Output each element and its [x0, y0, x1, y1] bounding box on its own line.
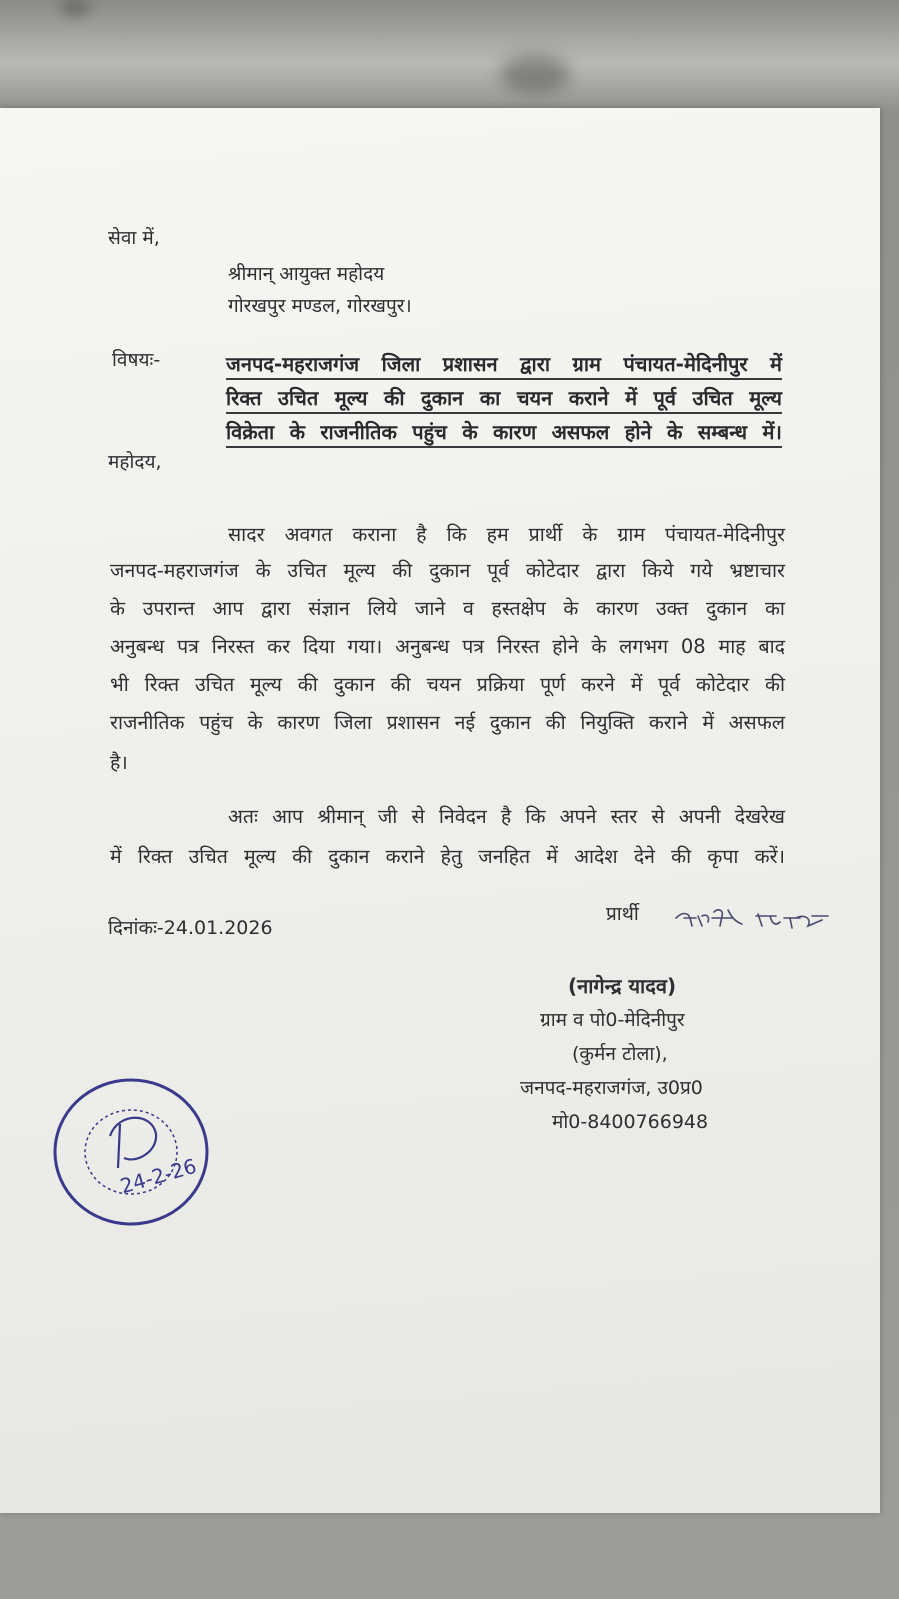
salutation-to: सेवा में, [108, 227, 160, 249]
date-line: दिनांकः-24.01.2026 [108, 917, 273, 939]
sender-address-line: (कुर्मन टोला), [572, 1043, 668, 1065]
background-speck [500, 55, 570, 93]
recipient-address: गोरखपुर मण्डल, गोरखपुर। [228, 295, 412, 317]
letter-paper [0, 108, 880, 1513]
recipient-title: श्रीमान् आयुक्त महोदय [228, 263, 385, 285]
background-speck [60, 0, 90, 16]
body-line: सादर अवगत कराना है कि हम प्रार्थी के ग्राम पंचायत-मेदिनीपुर [228, 523, 785, 546]
subject-label: विषयः- [112, 349, 161, 371]
body-line: जनपद-महराजगंज के उचित मूल्य की दुकान पूर्व कोटेदार द्वारा किये गये भ्रष्टाचार [110, 559, 785, 582]
request-line: अतः आप श्रीमान् जी से निवेदन है कि अपने स्तर से अपनी देखरेख [228, 805, 785, 828]
sender-address-line: ग्राम व पो0-मेदिनीपुर [540, 1009, 685, 1031]
greeting: महोदय, [108, 451, 162, 473]
subject-line: विक्रेता के राजनीतिक पहुंच के कारण असफल होने के सम्बन्ध में। [226, 418, 782, 448]
body-line: है। [110, 751, 128, 774]
body-line: राजनीतिक पहुंच के कारण जिला प्रशासन नई दुकान की नियुक्ति कराने में असफल [110, 711, 785, 734]
subject-line: जनपद-महराजगंज जिला प्रशासन द्वारा ग्राम पंचायत-मेदिनीपुर में [226, 350, 782, 380]
sender-name: (नागेन्द्र यादव) [568, 974, 677, 998]
handwritten-signature [672, 904, 832, 938]
sender-phone: मो0-8400766948 [552, 1111, 709, 1133]
body-line: के उपरान्त आप द्वारा संज्ञान लिये जाने व हस्तक्षेप के कारण उक्त दुकान का [110, 597, 785, 620]
stamp-date: 24-2-26 [117, 1153, 200, 1199]
subject-line: रिक्त उचित मूल्य की दुकान का चयन कराने में पूर्व उचित मूल्य [226, 384, 782, 414]
sender-address-line: जनपद-महराजगंज, उ0प्र0 [520, 1077, 703, 1099]
body-line: भी रिक्त उचित मूल्य की दुकान की चयन प्रक्रिया पूर्ण करने में पूर्व कोटेदार की [110, 673, 785, 696]
applicant-label: प्रार्थी [606, 903, 639, 925]
office-stamp [48, 1072, 214, 1232]
request-line: में रिक्त उचित मूल्य की दुकान कराने हेतु जनहित में आदेश देने की कृपा करें। [110, 845, 785, 868]
body-line: अनुबन्ध पत्र निरस्त कर दिया गया। अनुबन्ध पत्र निरस्त होने के लगभग 08 माह बाद [110, 635, 785, 658]
